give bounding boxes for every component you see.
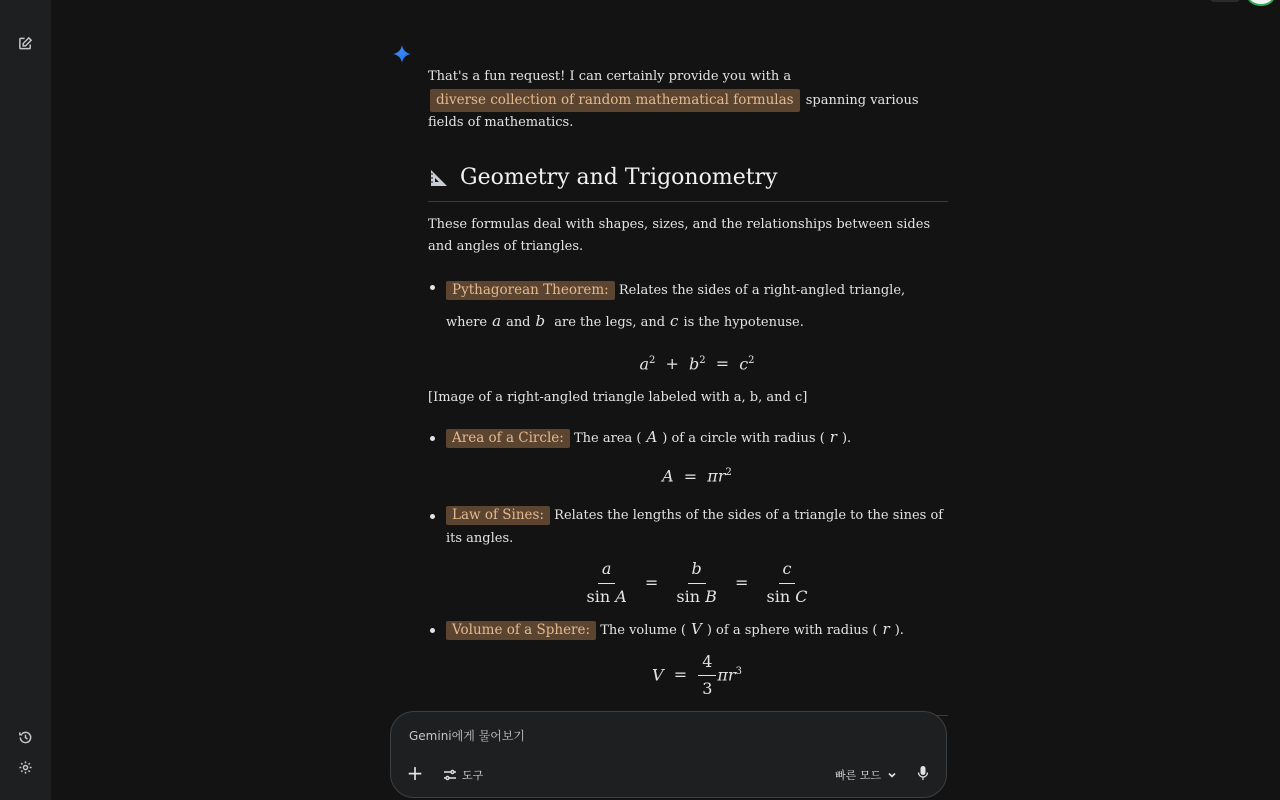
math-var: πr	[707, 466, 726, 486]
math-denominator	[672, 584, 721, 609]
math-var: B	[705, 586, 717, 606]
item-label: Law of Sines:	[446, 506, 550, 525]
math-fn: sin	[586, 586, 611, 606]
math-var: A	[646, 427, 658, 446]
edit-square-icon	[18, 36, 33, 51]
formula-sphere-volume	[428, 651, 948, 701]
sidebar	[0, 0, 51, 800]
math-fn: sin	[766, 586, 791, 606]
math-numerator: 4	[698, 651, 716, 677]
prompt-box	[390, 711, 947, 798]
item-text: ) of a circle with radius (	[662, 430, 825, 446]
math-var: πr	[717, 665, 736, 685]
mode-label: 빠른 모드	[835, 769, 882, 782]
formula-circle-area	[428, 462, 948, 488]
math-op: =	[673, 665, 688, 685]
math-exp: 2	[748, 354, 755, 366]
formula-list	[428, 618, 948, 643]
list-item	[428, 504, 948, 550]
gear-icon	[18, 760, 33, 775]
math-var: A	[615, 586, 627, 606]
math-var: b	[688, 353, 700, 373]
math-fraction	[763, 558, 812, 608]
section-title: Geometry and Trigonometry	[460, 164, 778, 190]
item-text: Relates the lengths of the sides of a triangle to the sines of its angles.	[446, 508, 944, 546]
math-var: V	[691, 620, 702, 639]
response-content	[428, 66, 948, 716]
math-exp: 2	[699, 354, 706, 366]
math-denominator: 3	[702, 679, 713, 699]
item-text: and	[506, 314, 531, 330]
math-fraction	[672, 558, 721, 608]
formula-list	[428, 504, 948, 550]
add-attachment-button[interactable]	[405, 761, 425, 785]
settings-button[interactable]	[14, 756, 36, 778]
math-denominator	[583, 584, 631, 609]
math-var: A	[662, 466, 674, 486]
item-text: The volume (	[600, 623, 686, 639]
avatar[interactable]	[1247, 0, 1275, 6]
math-op: +	[665, 353, 679, 373]
math-fn: sin	[676, 586, 701, 606]
math-var: r	[882, 620, 890, 639]
item-text: Relates the sides of a right-angled triangle, where	[446, 282, 906, 330]
chevron-down-icon	[887, 770, 897, 780]
list-item	[428, 618, 948, 643]
math-var: b	[535, 311, 546, 330]
item-text: is the hypotenuse.	[683, 314, 804, 330]
item-label: Volume of a Sphere:	[446, 621, 596, 640]
math-var: a	[639, 353, 649, 373]
list-item	[428, 275, 948, 338]
math-var: c	[739, 353, 749, 373]
math-fraction	[583, 558, 631, 608]
item-text: ) of a sphere with radius (	[706, 623, 878, 639]
tools-sliders-icon	[443, 768, 457, 782]
intro-paragraph	[428, 66, 948, 135]
item-text: are the legs, and	[554, 314, 666, 330]
formula-list	[428, 426, 948, 451]
math-denominator	[763, 584, 812, 609]
section-heading	[428, 163, 948, 202]
math-numerator: b	[688, 558, 706, 584]
math-var: r	[829, 427, 837, 446]
math-var: a	[492, 311, 502, 330]
math-exp: 3	[735, 665, 742, 677]
intro-text-end: spanning various fields of mathematics.	[428, 92, 919, 130]
math-numerator: c	[779, 558, 796, 584]
section-description: These formulas deal with shapes, sizes, and the relationships between sides and angles of triangles.	[428, 216, 931, 254]
math-exp: 2	[649, 354, 656, 366]
math-exp: 2	[725, 467, 732, 479]
math-var: C	[795, 586, 808, 606]
formula-pythagorean	[428, 350, 948, 376]
item-label: Pythagorean Theorem:	[446, 281, 615, 300]
math-op: =	[715, 353, 730, 373]
item-label: Area of a Circle:	[446, 429, 570, 448]
intro-text: That's a fun request! I can certainly provide you with a	[428, 69, 792, 84]
plus-icon: +	[406, 761, 424, 785]
formula-list	[428, 275, 948, 338]
mode-selector[interactable]	[835, 765, 897, 785]
new-chat-button[interactable]	[14, 32, 36, 54]
item-text: ).	[894, 623, 904, 639]
item-text: ).	[841, 430, 852, 446]
tools-button[interactable]	[443, 765, 483, 785]
math-var: V	[652, 665, 664, 685]
math-var: c	[670, 311, 679, 330]
microphone-icon	[916, 765, 930, 781]
microphone-button[interactable]	[916, 765, 932, 783]
intro-highlight: diverse collection of random mathematical formulas	[430, 89, 800, 112]
formula-law-of-sines	[428, 558, 948, 608]
gemini-sparkle-icon	[393, 45, 411, 63]
math-op: =	[735, 572, 749, 592]
math-op: =	[683, 466, 698, 486]
list-item	[428, 426, 948, 451]
math-numerator: a	[598, 558, 616, 584]
item-text: The area (	[573, 430, 642, 446]
triangular-ruler-icon	[428, 167, 450, 189]
history-icon	[18, 730, 33, 745]
tools-label: 도구	[462, 769, 484, 782]
history-button[interactable]	[14, 726, 36, 748]
math-fraction	[698, 651, 716, 701]
math-op: =	[644, 572, 659, 592]
prompt-input[interactable]	[409, 726, 809, 746]
image-placeholder-note: [Image of a right-angled triangle labeled with a, b, and c]	[428, 390, 808, 406]
top-action-pill[interactable]	[1210, 0, 1240, 2]
